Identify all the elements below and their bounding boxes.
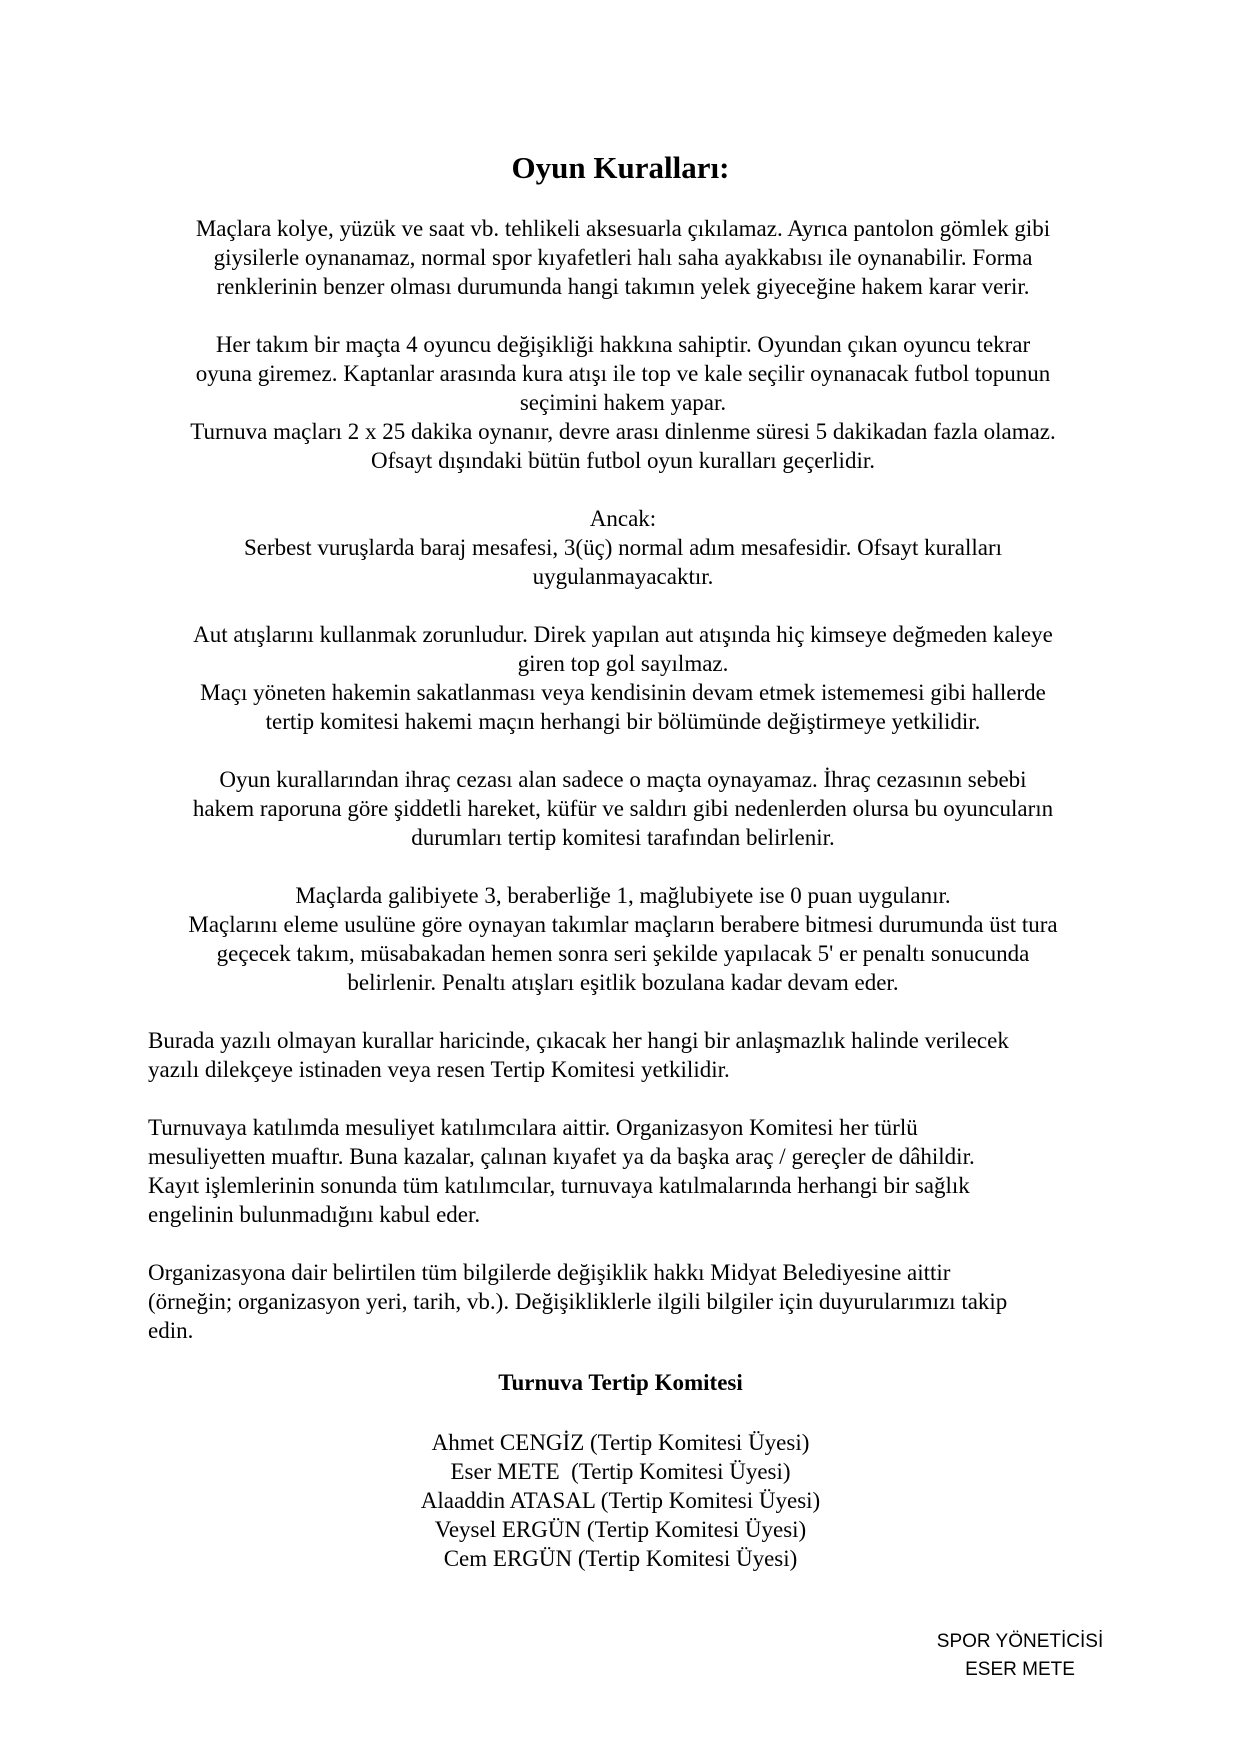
text-line: uygulanmayacaktır. xyxy=(532,564,714,589)
paragraph-gap xyxy=(148,475,1098,504)
signature-role: SPOR YÖNETİCİSİ xyxy=(936,1631,1104,1652)
paragraph-gap xyxy=(148,736,1098,765)
text-line: belirlenir. Penaltı atışları eşitlik bozulana kadar devam eder. xyxy=(347,970,899,995)
committee-member: Eser METE (Tertip Komitesi Üyesi) xyxy=(450,1459,791,1484)
text-line: Ancak: xyxy=(589,506,657,531)
text-line: giysilerle oynanamaz, normal spor kıyafetleri halı saha ayakkabısı ile oynanabilir. Forma xyxy=(213,245,1033,270)
paragraph-gap xyxy=(148,852,1098,881)
text-line: Aut atışlarını kullanmak zorunludur. Direk yapılan aut atışında hiç kimseye değmeden kaleye xyxy=(193,622,1053,647)
text-line: Maçlarda galibiyete 3, beraberliğe 1, mağlubiyete ise 0 puan uygulanır. xyxy=(295,883,951,908)
rule-paragraph xyxy=(148,330,1098,475)
text-line: Maçlarını eleme usulüne göre oynayan takımlar maçların berabere bitmesi durumunda üst tura xyxy=(188,912,1058,937)
rule-paragraph xyxy=(148,1258,1098,1345)
text-line: Turnuva maçları 2 x 25 dakika oynanır, devre arası dinlenme süresi 5 dakikadan fazla olamaz. xyxy=(190,419,1056,444)
text-line: tertip komitesi hakemi maçın herhangi bir bölümünde değiştirmeye yetkilidir. xyxy=(265,709,981,734)
text-line: Maçlara kolye, yüzük ve saat vb. tehlikeli aksesuarla çıkılamaz. Ayrıca pantolon gömlek gibi xyxy=(195,216,1051,241)
text-line: Ofsayt dışındaki bütün futbol oyun kuralları geçerlidir. xyxy=(371,448,875,473)
text-line: edin. xyxy=(148,1318,194,1343)
text-line: Oyun kurallarından ihraç cezası alan sadece o maçta oynayamaz. İhraç cezasının sebebi xyxy=(219,767,1027,792)
document-title: Oyun Kuralları: xyxy=(511,150,730,185)
committee-members xyxy=(0,1428,1241,1573)
text-line: Burada yazılı olmayan kurallar haricinde, çıkacak her hangi bir anlaşmazlık halinde verilecek xyxy=(148,1028,1009,1053)
rules-body xyxy=(148,214,1098,1345)
rule-paragraph xyxy=(148,881,1098,997)
text-line: giren top gol sayılmaz. xyxy=(517,651,729,676)
rule-paragraph xyxy=(148,504,1098,591)
text-line: Serbest vuruşlarda baraj mesafesi, 3(üç) normal adım mesafesidir. Ofsayt kuralları xyxy=(243,535,1003,560)
text-line: renklerinin benzer olması durumunda hangi takımın yelek giyeceğine hakem karar verir. xyxy=(216,274,1030,299)
paragraph-gap xyxy=(148,301,1098,330)
text-line: Her takım bir maçta 4 oyuncu değişikliği hakkına sahiptir. Oyundan çıkan oyuncu tekrar xyxy=(215,332,1031,357)
committee-member: Veysel ERGÜN (Tertip Komitesi Üyesi) xyxy=(434,1517,807,1542)
paragraph-gap xyxy=(148,1084,1098,1113)
text-line: Turnuvaya katılımda mesuliyet katılımcılara aittir. Organizasyon Komitesi her türlü xyxy=(148,1115,918,1140)
text-line: seçimini hakem yapar. xyxy=(519,390,727,415)
rule-paragraph xyxy=(148,620,1098,736)
text-line: yazılı dilekçeye istinaden veya resen Tertip Komitesi yetkilidir. xyxy=(148,1057,730,1082)
paragraph-gap xyxy=(148,997,1098,1026)
text-line: Organizasyona dair belirtilen tüm bilgilerde değişiklik hakkı Midyat Belediyesine aittir xyxy=(148,1260,951,1285)
committee-member: Cem ERGÜN (Tertip Komitesi Üyesi) xyxy=(443,1546,798,1571)
text-line: (örneğin; organizasyon yeri, tarih, vb.). Değişikliklerle ilgili bilgiler için duyurularımızı takip xyxy=(148,1289,1008,1314)
text-line: oyuna giremez. Kaptanlar arasında kura atışı ile top ve kale seçilir oynanacak futbol topunun xyxy=(195,361,1051,386)
rule-paragraph xyxy=(148,1113,1098,1229)
text-line: engelinin bulunmadığını kabul eder. xyxy=(148,1202,481,1227)
text-line: geçecek takım, müsabakadan hemen sonra seri şekilde yapılacak 5' er penaltı sonucunda xyxy=(216,941,1030,966)
text-line: Kayıt işlemlerinin sonunda tüm katılımcılar, turnuvaya katılmalarında herhangi bir sağlık xyxy=(148,1173,970,1198)
text-line: Maçı yöneten hakemin sakatlanması veya kendisinin devam etmek istememesi gibi hallerde xyxy=(200,680,1046,705)
committee-heading: Turnuva Tertip Komitesi xyxy=(498,1370,743,1395)
committee-member: Alaaddin ATASAL (Tertip Komitesi Üyesi) xyxy=(420,1488,821,1513)
rule-paragraph xyxy=(148,1026,1098,1084)
text-line: hakem raporuna göre şiddetli hareket, küfür ve saldırı gibi nedenlerden olursa bu oyuncuların xyxy=(192,796,1054,821)
text-line: mesuliyetten muaftır. Buna kazalar, çalınan kıyafet ya da başka araç / gereçler de dâhildir. xyxy=(148,1144,975,1169)
paragraph-gap xyxy=(148,1229,1098,1258)
signature-block xyxy=(920,1628,1120,1684)
rule-paragraph xyxy=(148,214,1098,301)
signature-name: ESER METE xyxy=(965,1659,1075,1680)
rule-paragraph xyxy=(148,765,1098,852)
text-line: durumları tertip komitesi tarafından belirlenir. xyxy=(411,825,835,850)
paragraph-gap xyxy=(148,591,1098,620)
committee-member: Ahmet CENGİZ (Tertip Komitesi Üyesi) xyxy=(431,1430,810,1455)
